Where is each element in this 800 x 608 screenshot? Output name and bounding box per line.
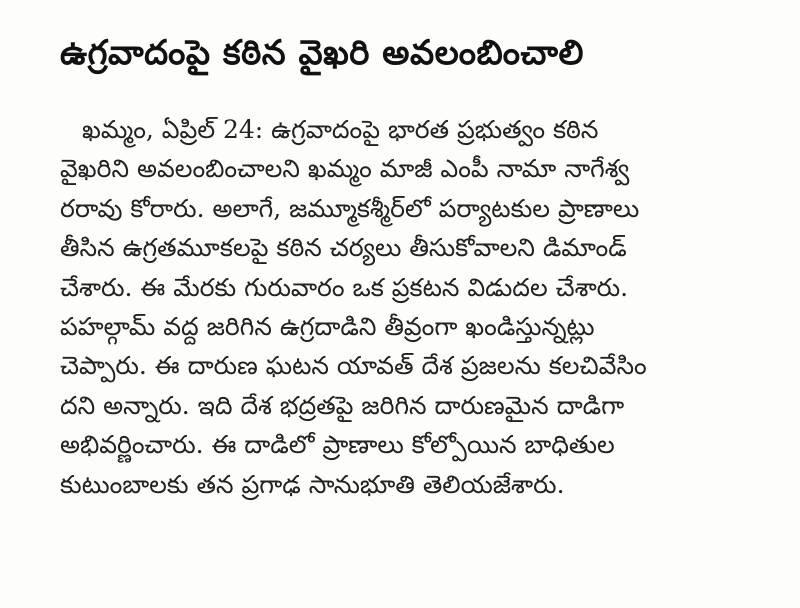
headline: ఉగ్రవాదంపై కఠిన వైఖరి అవలంబించాలి bbox=[60, 33, 584, 73]
article-line: పహల్గామ్ వద్ద జరిగిన ఉగ్రదాడిని తీవ్రంగా ఖండిస్తున్నట్లు bbox=[60, 312, 595, 342]
article-line: ఖమ్మం, ఏప్రిల్ 24: ఉగ్రవాదంపై భారత ప్రభుత్వం కఠిన bbox=[82, 115, 599, 144]
article-line: చేశారు. ఈ మేరకు గురువారం ఒక ప్రకటన విడుదల చేశారు. bbox=[60, 272, 629, 302]
article-line: రరావు కోరారు. అలాగే, జమ్మూకశ్మీర్‌లో పర్యాటకుల ప్రాణాలు bbox=[60, 193, 640, 223]
article-line: చెప్పారు. ఈ దారుణ ఘటన యావత్ దేశ ప్రజలను కలచివేసిం bbox=[60, 351, 647, 381]
article-line: వైఖరిని అవలంబించాలని ఖమ్మం మాజీ ఎంపీ నామా నాగేశ్వ bbox=[60, 154, 630, 184]
article-body bbox=[60, 110, 760, 504]
article-line: కుటుంబాలకు తన ప్రగాఢ సానుభూతి తెలియజేశారు. bbox=[60, 469, 565, 499]
article-line: దని అన్నారు. ఇది దేశ భద్రతపై జరిగిన దారుణమైన దాడిగా bbox=[60, 390, 625, 420]
article-line: అభివర్ణించారు. ఈ దాడిలో ప్రాణాలు కోల్పోయిన బాధితుల bbox=[60, 430, 615, 460]
article-line: తీసిన ఉగ్రతమూకలపై కఠిన చర్యలు తీసుకోవాలని డిమాండ్ bbox=[60, 233, 627, 263]
